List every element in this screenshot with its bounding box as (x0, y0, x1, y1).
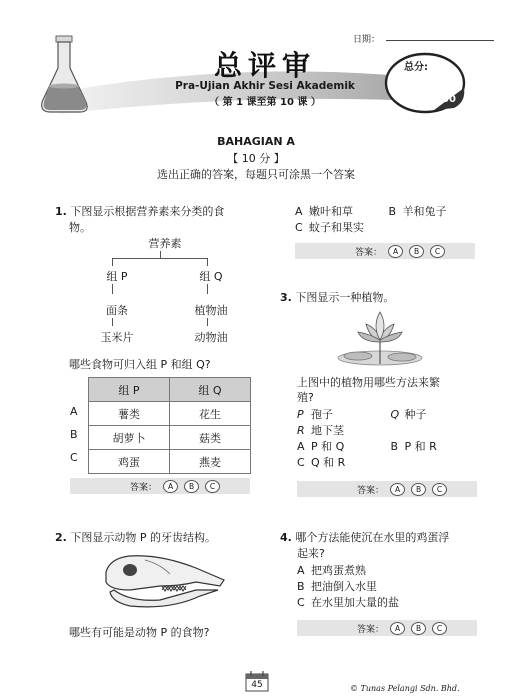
tree-line (160, 251, 161, 258)
answer-bubble-a[interactable]: A (163, 480, 178, 493)
option-letter: C (297, 456, 305, 469)
q3-question-line1: 上图中的植物用哪些方法来繁 (297, 376, 440, 389)
q3-option-a (297, 439, 387, 455)
q2-text (55, 530, 255, 545)
answer-bubble-b[interactable]: B (184, 480, 199, 493)
q4-number: 4. (280, 531, 292, 544)
answer-bubble-b[interactable]: B (411, 622, 426, 635)
tree-line (207, 284, 208, 294)
option-text: 把鸡蛋煮熟 (311, 564, 366, 577)
table-row (89, 402, 251, 426)
table-header-q: 组 Q (170, 378, 251, 402)
q4-answer-bar (297, 620, 477, 636)
score-total: 50 (442, 94, 456, 105)
option-text: 羊和兔子 (402, 205, 447, 218)
lesson-range: （ 第 1 课至第 10 课 ） (209, 97, 321, 108)
q4-options (297, 563, 497, 611)
q3-item-r (297, 423, 497, 439)
q3-question-line2: 殖? (297, 391, 314, 404)
item-text: 地下茎 (311, 424, 344, 437)
answer-bubble-c[interactable]: C (205, 480, 220, 493)
table-cell: 鸡蛋 (89, 450, 170, 474)
q3-text-line: 下图显示一种植物。 (295, 291, 395, 304)
option-letter: B (388, 205, 397, 218)
table-header-row (89, 378, 251, 402)
q4-text-line1: 哪个方法能使沉在水里的鸡蛋浮 (295, 531, 450, 544)
q4-text-line2: 起来? (297, 547, 325, 560)
answer-label: 答案： (130, 482, 158, 493)
option-text: Q 和 R (311, 456, 346, 469)
lotus-plant-icon (336, 308, 424, 368)
q1-question: 哪些食物可归入组 P 和组 Q? (69, 358, 211, 371)
item-text: 种子 (404, 408, 427, 421)
page-title: 总评审 (213, 49, 316, 82)
q1-answer-bar (70, 478, 250, 494)
answer-label: 答案： (355, 247, 383, 258)
answer-bubble-a[interactable]: A (390, 483, 405, 496)
answer-label: 答案： (357, 624, 385, 635)
tree-line (207, 258, 208, 266)
answer-label: 答案： (357, 485, 385, 496)
tree-line (112, 284, 113, 294)
section-instruction: 选出正确的答案，每题只可涂黑一个答案 (157, 168, 355, 181)
q2-number: 2. (55, 531, 67, 544)
q3-item-p (297, 407, 387, 423)
q2-option-c (295, 220, 495, 236)
option-letter: B (390, 440, 399, 453)
tree-group-p: 组 P (106, 270, 128, 283)
q3-options-row (297, 439, 497, 455)
tree-p-item: 面条 (106, 304, 128, 317)
q1-number: 1. (55, 205, 67, 218)
q1-text-line2: 物。 (69, 221, 91, 234)
tree-p-item: 玉米片 (100, 331, 134, 344)
date-field-line[interactable] (386, 40, 494, 41)
table-row (89, 450, 251, 474)
tree-line (112, 318, 113, 326)
q2-option-b (389, 205, 447, 218)
answer-bubble-c[interactable]: C (432, 483, 447, 496)
item-letter: R (297, 424, 305, 437)
table-cell: 薯类 (89, 402, 170, 426)
q2-option-a (295, 204, 385, 220)
q3-items (297, 407, 497, 471)
option-letter: A (297, 564, 305, 577)
q3-option-c (297, 455, 497, 471)
answer-bubble-a[interactable]: A (390, 622, 405, 635)
q3-text (280, 290, 490, 305)
option-text: 蚊子和果实 (309, 221, 364, 234)
q3-option-b (391, 440, 437, 453)
q1-option-c-letter: C (70, 451, 78, 464)
tree-line (112, 258, 113, 266)
tree-group-q: 组 Q (199, 270, 223, 283)
table-cell: 菇类 (170, 426, 251, 450)
copyright: © Tunas Pelangi Sdn. Bhd. (350, 684, 460, 693)
q1-options-table (88, 377, 251, 474)
tree-root: 营养素 (148, 237, 182, 250)
option-text: 在水里加大量的盐 (311, 596, 399, 609)
flask-icon (36, 34, 96, 116)
q3-item-q (391, 408, 427, 421)
q3-question (297, 375, 497, 405)
table-cell: 花生 (170, 402, 251, 426)
tree-q-item: 动物油 (194, 331, 228, 344)
date-label: 日期： (353, 35, 381, 45)
item-letter: Q (390, 408, 400, 421)
option-text: P 和 R (404, 440, 437, 453)
q4-option-c (297, 595, 497, 611)
q2-text-line: 下图显示动物 P 的牙齿结构。 (70, 531, 216, 544)
option-text: 嫩叶和草 (309, 205, 353, 218)
animal-skull-icon (100, 550, 230, 612)
item-text: 孢子 (311, 408, 333, 421)
q4-option-a (297, 563, 497, 579)
q2-options (295, 204, 495, 236)
answer-bubble-c[interactable]: C (430, 245, 445, 258)
item-letter: P (297, 408, 304, 421)
score-label: 总分: (404, 62, 428, 73)
section-title: BAHAGIAN A (217, 135, 295, 148)
page-number: 45 (251, 680, 263, 690)
answer-bubble-b[interactable]: B (411, 483, 426, 496)
q2-answer-bar (295, 243, 475, 259)
exam-subtitle: Pra-Ujian Akhir Sesi Akademik (175, 80, 355, 92)
q1-option-b-letter: B (70, 428, 78, 441)
option-text: P 和 Q (311, 440, 345, 453)
table-cell: 胡萝卜 (89, 426, 170, 450)
q4-text (280, 530, 495, 545)
q2-question: 哪些有可能是动物 P 的食物? (69, 626, 210, 639)
tree-line (112, 258, 208, 259)
tree-q-item: 植物油 (194, 304, 228, 317)
table-cell: 燕麦 (170, 450, 251, 474)
option-letter: A (295, 205, 303, 218)
q3-items-row (297, 407, 497, 423)
option-letter: A (297, 440, 305, 453)
q2-options-row (295, 204, 495, 220)
q1-text (55, 204, 255, 219)
option-letter: C (297, 596, 305, 609)
q3-answer-bar (297, 481, 477, 497)
option-letter: C (295, 221, 303, 234)
tree-line (207, 318, 208, 326)
table-header-p: 组 P (89, 378, 170, 402)
q1-text-line1: 下图显示根据营养素来分类的食 (70, 205, 225, 218)
table-row (89, 426, 251, 450)
answer-bubble-b[interactable]: B (409, 245, 424, 258)
answer-bubble-c[interactable]: C (432, 622, 447, 635)
option-letter: B (297, 580, 305, 593)
q3-number: 3. (280, 291, 292, 304)
answer-bubble-a[interactable]: A (388, 245, 403, 258)
option-text: 把油倒入水里 (311, 580, 377, 593)
q1-option-a-letter: A (70, 405, 78, 418)
section-marks: 【 10 分 】 (227, 152, 285, 165)
q4-option-b (297, 579, 497, 595)
